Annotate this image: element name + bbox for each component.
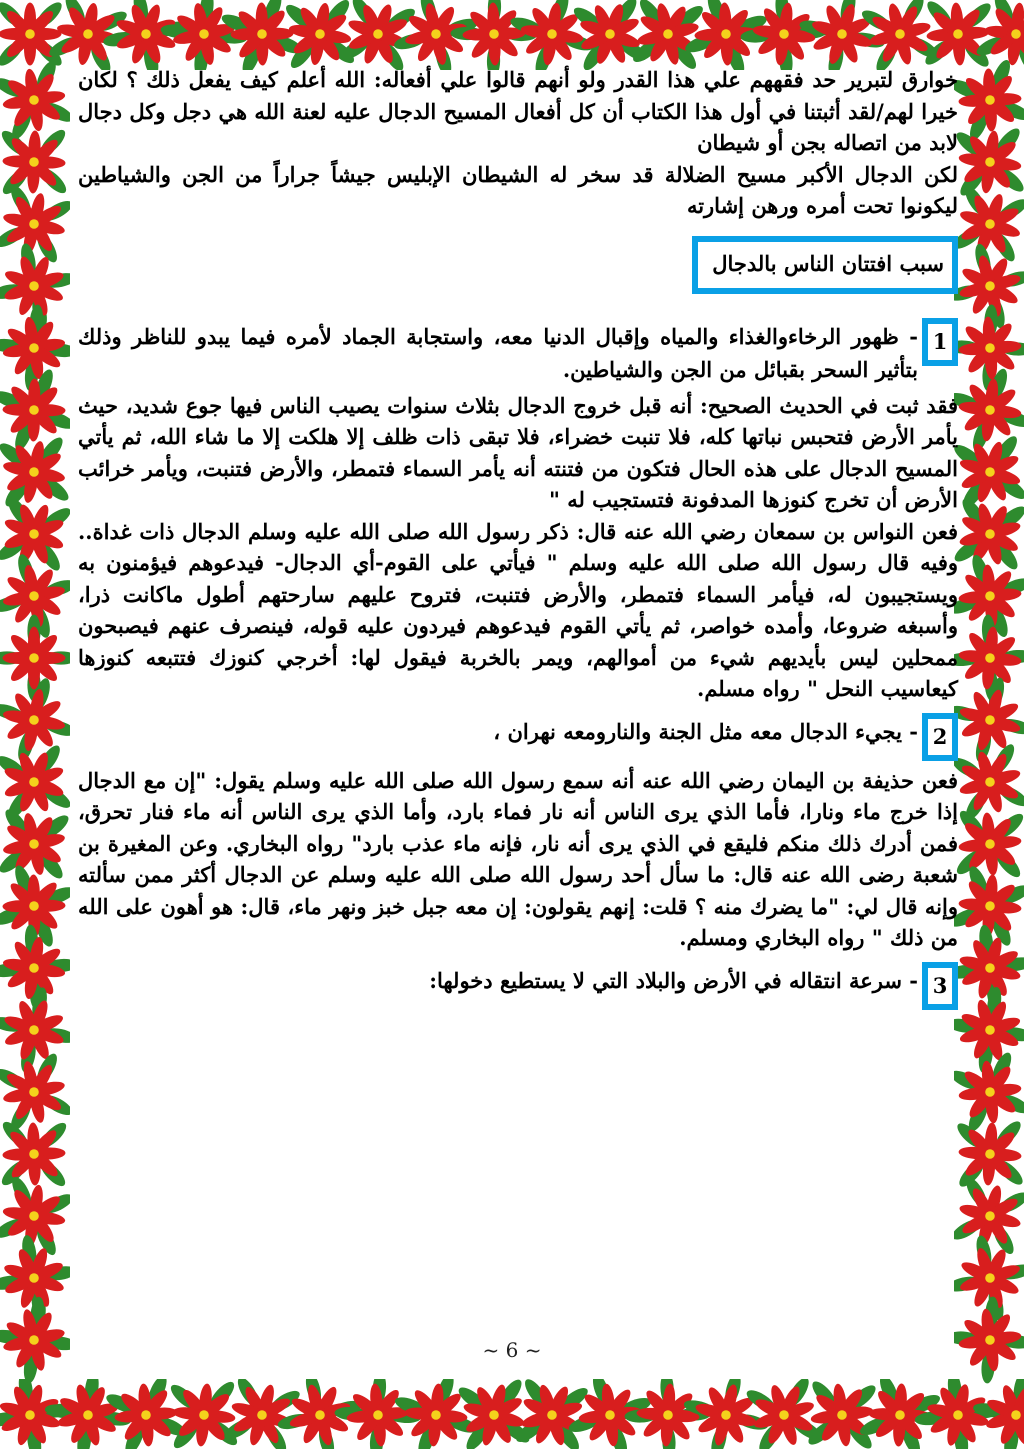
poinsettia-flower-icon: [0, 806, 70, 882]
hadith-paragraph-3: فعن حذيفة بن اليمان رضي الله عنه أنه سمع رسول الله صلى الله عليه وسلم يقول: "إن مع الدجال إذا خرج ماء ونارا، فأما الذي يرى الناس أنه نار فماء بارد، وأما الذي يرى الناس أنه ماء فنار تحرق، فمن أدرك ذلك منكم فليقع في الذي يرى أنه نار، فإنه ماء عذب بارد" رواه البخاري. وعن المغيرة بن شعبة رضى الله عنه قال: ما سأل أحد رسول الله صلى الله عليه وسلم عن الدجال أكثر ممن سألته وإنه قال لي: "ما يضرك منه ؟ قلت: إنهم يقولون: إن معه جبل خبز ونهر ماء، قال: هو أهون على الله من ذلك " رواه البخاري ومسلم.: [78, 767, 958, 950]
top-flower-border: [0, 0, 1024, 70]
poinsettia-flower-icon: [0, 615, 70, 702]
poinsettia-flower-icon: [0, 1118, 70, 1190]
poinsettia-flower-icon: [282, 0, 357, 70]
top-paragraph-2: لكن الدجال الأكبر مسيح الضلالة قد سخر له الشيطان الإبليس جيشاً جراراً من الجن والشياطين ليكونوا تحت أمره ورهن إشارته: [78, 161, 958, 218]
item-number-1: 1: [922, 318, 958, 366]
poinsettia-flower-icon: [954, 741, 1024, 822]
item-text-1: - ظهور الرخاءوالغذاء والمياه وإقبال الدنيا معه، واستجابة الجماد لأمره فيما يبدو للناظر وذلك بتأثير السحر بقبائل من الجن والشياطين.: [78, 323, 918, 382]
bottom-flower-border: [0, 1379, 1024, 1449]
poinsettia-flower-icon: [954, 304, 1024, 391]
poinsettia-flower-icon: [0, 986, 70, 1074]
poinsettia-flower-icon: [954, 807, 1024, 880]
hadith-paragraph-2: فعن النواس بن سمعان رضي الله عنه قال: ذكر رسول الله صلى الله عليه وسلم الدجال ذات غداة.. وفيه قال رسول الله صلى الله عليه وسلم " فيأتي على القوم-أي الدجال- فيدعوهم فيؤمنون به ويستجيبون له، فيأمر السماء فتمطر، والأرض فتنبت، فتروح عليهم سارحتهم أطول ماكانت ذرا، وأسبغه ضروعا، وأمده خواصر، ثم يأتي القوم فيدعوهم فيردون عليه قوله، فينصرف عنهم فيصبحون ممحلين ليس بأيديهم شيء من أموالهم، ويمر بالخربة فيقول لها: أخرجي كنوزك فتتبعه كنوزها كيعاسيب النحل " رواه مسلم.: [78, 518, 958, 701]
left-flower-border: [0, 0, 70, 1449]
item-text-2: - يجيء الدجال معه مثل الجنة والنارومعه نهران ،: [493, 718, 918, 744]
list-item-2: [78, 713, 958, 761]
poinsettia-flower-icon: [954, 986, 1024, 1074]
poinsettia-flower-icon: [0, 494, 70, 574]
top-paragraph: خوارق لتبرير حد فقههم علي هذا القدر ولو أنهم قالوا علي أفعاله: الله أعلم كيف يفعل ذلك ؟ لكان خيرا لهم/لقد أثبتنا في أول هذا الكتاب أن كل أفعال المسيح الدجال عليه لعنة الله هي دجل وكل دجال لابد من اتصاله بجن أو شيطان: [78, 67, 958, 155]
item-number-2: 2: [922, 713, 958, 761]
poinsettia-flower-icon: [0, 1051, 70, 1133]
poinsettia-flower-icon: [0, 126, 70, 198]
poinsettia-flower-icon: [954, 614, 1024, 702]
poinsettia-flower-icon: [954, 1175, 1024, 1257]
poinsettia-flower-icon: [0, 183, 70, 265]
poinsettia-flower-icon: [954, 1118, 1024, 1191]
poinsettia-flower-icon: [513, 1379, 591, 1449]
poinsettia-flower-icon: [954, 1050, 1024, 1134]
page-number: ~ 6 ~: [482, 1338, 542, 1362]
page-content: [78, 64, 958, 1374]
poinsettia-flower-icon: [954, 184, 1024, 265]
poinsettia-flower-icon: [954, 125, 1024, 199]
right-flower-border: [954, 0, 1024, 1449]
item-text-3: - سرعة انتقاله في الأرض والبلاد التي لا يستطيع دخولها:: [429, 967, 918, 993]
poinsettia-flower-icon: [450, 0, 537, 70]
poinsettia-flower-icon: [805, 1379, 879, 1449]
item-number-3: 3: [922, 962, 958, 1010]
section-heading: سبب افتتان الناس بالدجال: [692, 236, 958, 294]
list-item-3: [78, 962, 958, 1010]
list-item-1: [78, 318, 958, 386]
poinsettia-flower-icon: [0, 58, 70, 142]
hadith-paragraph-1: فقد ثبت في الحديث الصحيح: أنه قبل خروج الدجال بثلاث سنوات يصيب الناس فيها جوع شديد، حيث يأمر الأرض فتحبس نباتها كله، فلا تنبت خضراء، فلا تبقى ذات ظلف إلا هلكت إلا ما شاء الله، ثم يأتي المسيح الدجال على هذه الحال فتكون من فتنته أنه يأمر السماء فتمطر، والأرض فتنبت، ويأمر خرائب الأرض أن تخرج كنوزها المدفونة فتستجيب له ": [78, 392, 958, 512]
poinsettia-flower-icon: [954, 495, 1024, 572]
poinsettia-flower-icon: [0, 1174, 70, 1258]
poinsettia-flower-icon: [740, 0, 828, 70]
